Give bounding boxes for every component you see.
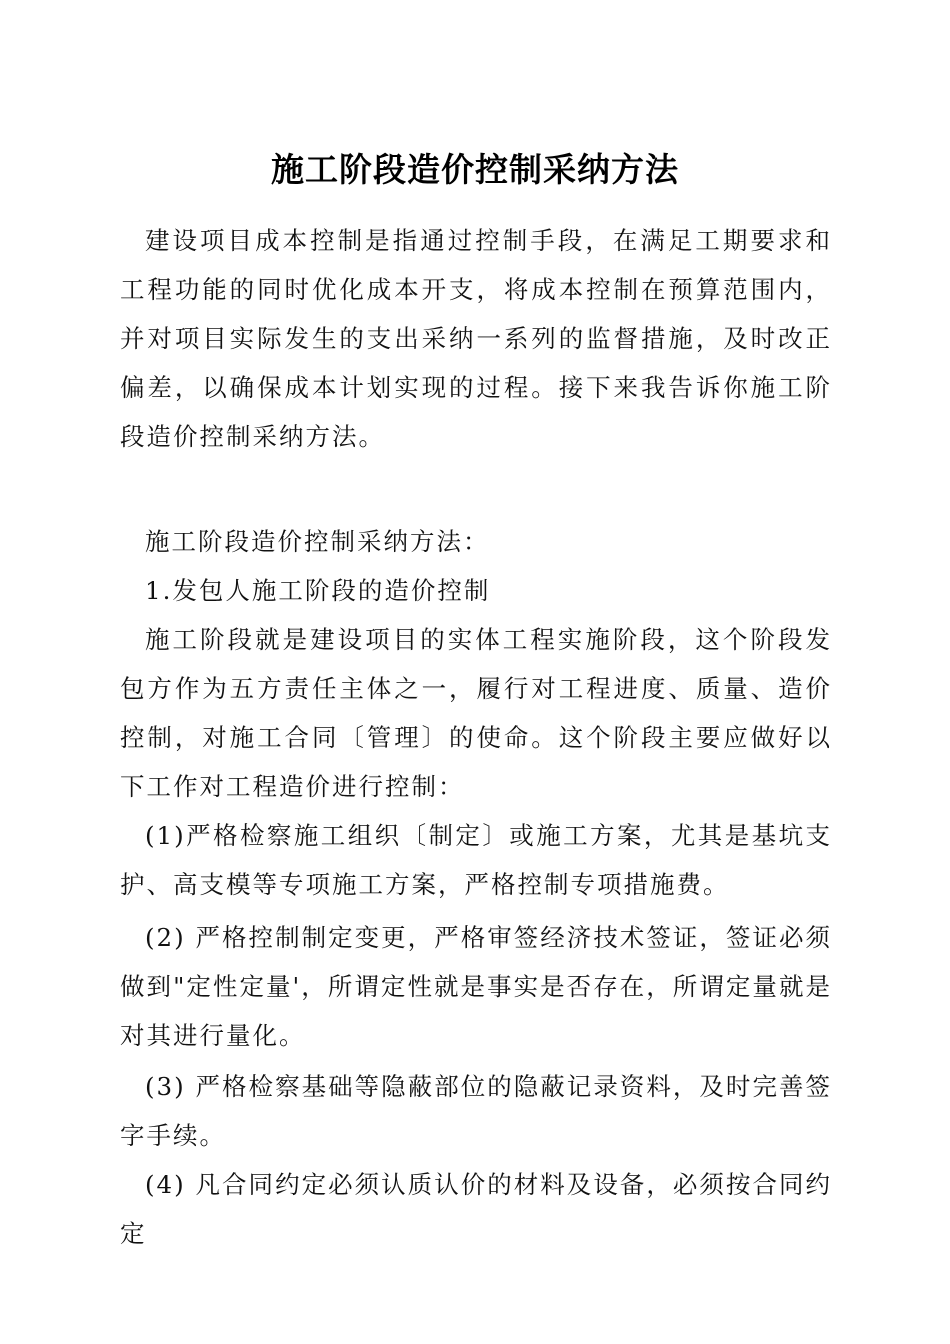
document-title: 施工阶段造价控制采纳方法	[271, 150, 679, 189]
item-2-paragraph: (2) 严格控制制定变更，严格审签经济技术签证，签证必须做到"定性定量'，所谓定性就是事实是否存在，所谓定量就是对其进行量化。	[120, 923, 832, 1050]
construction-stage-paragraph: 施工阶段就是建设项目的实体工程实施阶段，这个阶段发包方作为五方责任主体之一，履行对工程进度、质量、造价控制，对施工合同〔管理〕的使命。这个阶段主要应做好以下工作对工程造价进行控制：	[120, 625, 832, 801]
item-4-paragraph: (4) 凡合同约定必须认质认价的材料及设备，必须按合同约定	[120, 1170, 832, 1248]
intro-paragraph: 建设项目成本控制是指通过控制手段，在满足工期要求和工程功能的同时优化成本开支，将成本控制在预算范围内，并对项目实际发生的支出采纳一系列的监督措施，及时改正偏差，以确保成本计划实现的过程。接下来我告诉你施工阶段造价控制采纳方法。	[120, 226, 832, 451]
item-1-paragraph: (1)严格检察施工组织〔制定〕或施工方案，尤其是基坑支护、高支模等专项施工方案，严格控制专项措施费。	[120, 821, 832, 899]
item-3-paragraph: (3) 严格检察基础等隐蔽部位的隐蔽记录资料，及时完善签字手续。	[120, 1072, 832, 1150]
section-heading-1: 1.发包人施工阶段的造价控制	[145, 576, 491, 605]
methods-heading: 施工阶段造价控制采纳方法：	[145, 527, 490, 556]
